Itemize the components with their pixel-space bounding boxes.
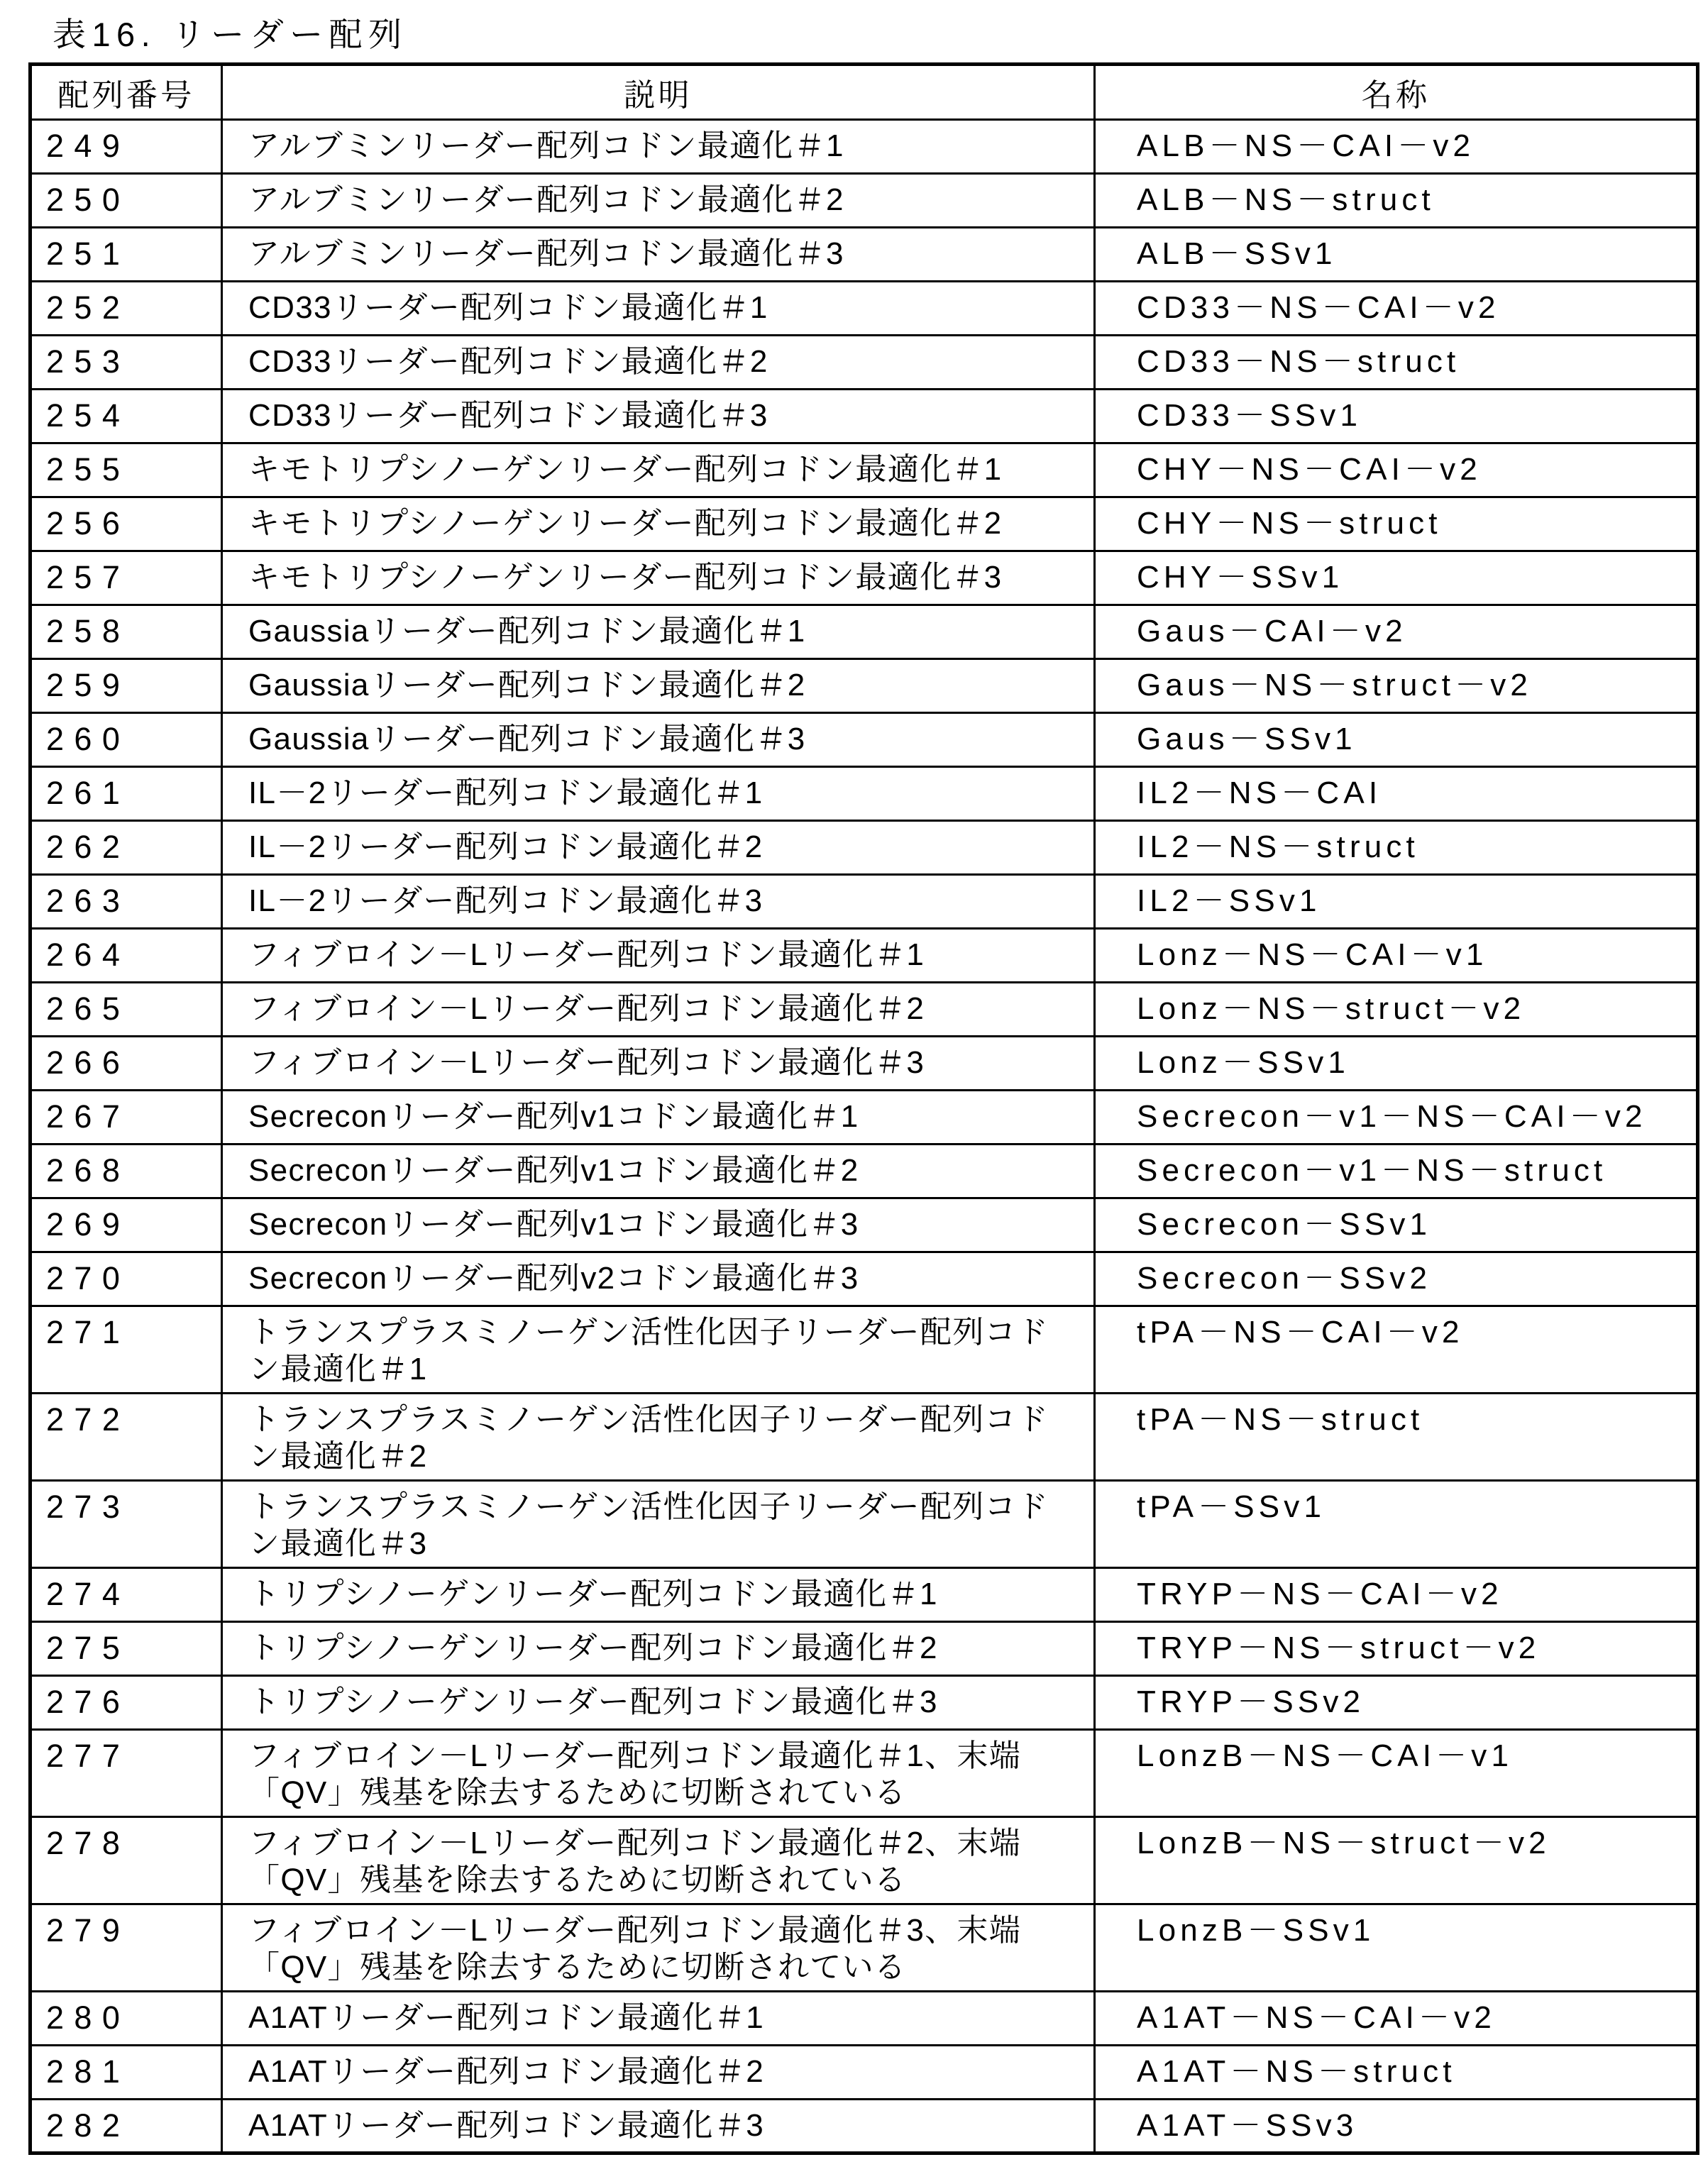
sequence-number-cell: 258 bbox=[31, 605, 222, 659]
table-title: 表16. リーダー配列 bbox=[53, 16, 408, 53]
description-cell: トリプシノーゲンリーダー配列コドン最適化＃3 bbox=[222, 1676, 1095, 1730]
table-row bbox=[31, 1198, 1698, 1252]
table-row bbox=[31, 1730, 1698, 1817]
name-cell: CD33－SSv1 bbox=[1095, 390, 1698, 443]
table-row bbox=[31, 929, 1698, 983]
description-cell: アルブミンリーダー配列コドン最適化＃2 bbox=[222, 174, 1095, 228]
table-row bbox=[31, 1817, 1698, 1904]
name-cell: IL2－SSv1 bbox=[1095, 875, 1698, 929]
sequence-number-cell: 281 bbox=[31, 2046, 222, 2100]
description-cell: IL－2リーダー配列コドン最適化＃2 bbox=[222, 821, 1095, 875]
description-cell: Gaussiaリーダー配列コドン最適化＃2 bbox=[222, 659, 1095, 713]
table-row bbox=[31, 1904, 1698, 1992]
sequence-number-cell: 249 bbox=[31, 120, 222, 174]
leader-sequence-table bbox=[28, 62, 1699, 2155]
name-cell: TRYP－NS－struct－v2 bbox=[1095, 1622, 1698, 1676]
table-row bbox=[31, 2046, 1698, 2100]
sequence-number-cell: 259 bbox=[31, 659, 222, 713]
table-row bbox=[31, 228, 1698, 282]
name-cell: Secrecon－SSv2 bbox=[1095, 1252, 1698, 1306]
description-cell: A1ATリーダー配列コドン最適化＃1 bbox=[222, 1992, 1095, 2046]
name-cell: Gaus－NS－struct－v2 bbox=[1095, 659, 1698, 713]
description-cell: Gaussiaリーダー配列コドン最適化＃1 bbox=[222, 605, 1095, 659]
table-row bbox=[31, 282, 1698, 336]
table-row bbox=[31, 605, 1698, 659]
table-row bbox=[31, 551, 1698, 605]
sequence-number-cell: 266 bbox=[31, 1037, 222, 1091]
table-row bbox=[31, 1394, 1698, 1481]
description-cell: キモトリプシノーゲンリーダー配列コドン最適化＃2 bbox=[222, 497, 1095, 551]
sequence-number-cell: 280 bbox=[31, 1992, 222, 2046]
sequence-number-cell: 257 bbox=[31, 551, 222, 605]
name-cell: Lonz－NS－struct－v2 bbox=[1095, 983, 1698, 1037]
table-row bbox=[31, 443, 1698, 497]
table-row bbox=[31, 767, 1698, 821]
name-cell: CD33－NS－struct bbox=[1095, 336, 1698, 390]
sequence-number-cell: 260 bbox=[31, 713, 222, 767]
name-cell: LonzB－NS－struct－v2 bbox=[1095, 1817, 1698, 1904]
name-cell: ALB－SSv1 bbox=[1095, 228, 1698, 282]
table-row bbox=[31, 1037, 1698, 1091]
table-row bbox=[31, 1306, 1698, 1394]
table-row bbox=[31, 174, 1698, 228]
sequence-number-cell: 252 bbox=[31, 282, 222, 336]
description-cell: A1ATリーダー配列コドン最適化＃2 bbox=[222, 2046, 1095, 2100]
description-cell: CD33リーダー配列コドン最適化＃2 bbox=[222, 336, 1095, 390]
name-cell: CHY－SSv1 bbox=[1095, 551, 1698, 605]
sequence-number-cell: 265 bbox=[31, 983, 222, 1037]
table-row bbox=[31, 875, 1698, 929]
sequence-number-cell: 255 bbox=[31, 443, 222, 497]
name-cell: CD33－NS－CAI－v2 bbox=[1095, 282, 1698, 336]
description-cell: Gaussiaリーダー配列コドン最適化＃3 bbox=[222, 713, 1095, 767]
table-row bbox=[31, 1622, 1698, 1676]
name-cell: IL2－NS－CAI bbox=[1095, 767, 1698, 821]
table-row bbox=[31, 713, 1698, 767]
sequence-number-cell: 270 bbox=[31, 1252, 222, 1306]
column-header-sequence-number: 配列番号 bbox=[31, 65, 222, 120]
sequence-number-cell: 272 bbox=[31, 1394, 222, 1481]
description-cell: Secreconリーダー配列v1コドン最適化＃3 bbox=[222, 1198, 1095, 1252]
description-cell: トリプシノーゲンリーダー配列コドン最適化＃1 bbox=[222, 1568, 1095, 1622]
sequence-number-cell: 251 bbox=[31, 228, 222, 282]
description-cell: トランスプラスミノーゲン活性化因子リーダー配列コドン最適化＃1 bbox=[222, 1306, 1095, 1394]
description-cell: トランスプラスミノーゲン活性化因子リーダー配列コドン最適化＃3 bbox=[222, 1481, 1095, 1568]
name-cell: Gaus－SSv1 bbox=[1095, 713, 1698, 767]
table-row bbox=[31, 120, 1698, 174]
sequence-number-cell: 263 bbox=[31, 875, 222, 929]
description-cell: IL－2リーダー配列コドン最適化＃3 bbox=[222, 875, 1095, 929]
description-cell: フィブロイン－Lリーダー配列コドン最適化＃2、末端「QV」残基を除去するために切断されている bbox=[222, 1817, 1095, 1904]
sequence-number-cell: 282 bbox=[31, 2100, 222, 2153]
name-cell: A1AT－NS－CAI－v2 bbox=[1095, 1992, 1698, 2046]
table-row bbox=[31, 1481, 1698, 1568]
table-row bbox=[31, 1568, 1698, 1622]
name-cell: ALB－NS－struct bbox=[1095, 174, 1698, 228]
description-cell: トランスプラスミノーゲン活性化因子リーダー配列コドン最適化＃2 bbox=[222, 1394, 1095, 1481]
name-cell: LonzB－NS－CAI－v1 bbox=[1095, 1730, 1698, 1817]
description-cell: キモトリプシノーゲンリーダー配列コドン最適化＃1 bbox=[222, 443, 1095, 497]
name-cell: TRYP－NS－CAI－v2 bbox=[1095, 1568, 1698, 1622]
name-cell: A1AT－SSv3 bbox=[1095, 2100, 1698, 2153]
sequence-number-cell: 264 bbox=[31, 929, 222, 983]
sequence-number-cell: 279 bbox=[31, 1904, 222, 1992]
description-cell: フィブロイン－Lリーダー配列コドン最適化＃2 bbox=[222, 983, 1095, 1037]
column-header-name: 名称 bbox=[1095, 65, 1698, 120]
sequence-number-cell: 275 bbox=[31, 1622, 222, 1676]
table-row bbox=[31, 1676, 1698, 1730]
sequence-number-cell: 269 bbox=[31, 1198, 222, 1252]
table-row bbox=[31, 659, 1698, 713]
name-cell: Lonz－SSv1 bbox=[1095, 1037, 1698, 1091]
sequence-number-cell: 271 bbox=[31, 1306, 222, 1394]
table-row bbox=[31, 1145, 1698, 1198]
sequence-number-cell: 253 bbox=[31, 336, 222, 390]
sequence-number-cell: 256 bbox=[31, 497, 222, 551]
name-cell: tPA－NS－struct bbox=[1095, 1394, 1698, 1481]
table-row bbox=[31, 1252, 1698, 1306]
description-cell: A1ATリーダー配列コドン最適化＃3 bbox=[222, 2100, 1095, 2153]
column-header-description: 説明 bbox=[222, 65, 1095, 120]
name-cell: CHY－NS－CAI－v2 bbox=[1095, 443, 1698, 497]
description-cell: トリプシノーゲンリーダー配列コドン最適化＃2 bbox=[222, 1622, 1095, 1676]
sequence-number-cell: 261 bbox=[31, 767, 222, 821]
table-row bbox=[31, 821, 1698, 875]
table-row bbox=[31, 983, 1698, 1037]
name-cell: Secrecon－v1－NS－struct bbox=[1095, 1145, 1698, 1198]
description-cell: Secreconリーダー配列v1コドン最適化＃2 bbox=[222, 1145, 1095, 1198]
description-cell: IL－2リーダー配列コドン最適化＃1 bbox=[222, 767, 1095, 821]
table-body bbox=[31, 120, 1698, 2153]
description-cell: CD33リーダー配列コドン最適化＃3 bbox=[222, 390, 1095, 443]
description-cell: Secreconリーダー配列v2コドン最適化＃3 bbox=[222, 1252, 1095, 1306]
table-row bbox=[31, 1992, 1698, 2046]
sequence-number-cell: 274 bbox=[31, 1568, 222, 1622]
sequence-number-cell: 267 bbox=[31, 1091, 222, 1145]
description-cell: アルブミンリーダー配列コドン最適化＃3 bbox=[222, 228, 1095, 282]
name-cell: TRYP－SSv2 bbox=[1095, 1676, 1698, 1730]
description-cell: キモトリプシノーゲンリーダー配列コドン最適化＃3 bbox=[222, 551, 1095, 605]
table-header bbox=[31, 65, 1698, 120]
table-row bbox=[31, 336, 1698, 390]
sequence-number-cell: 277 bbox=[31, 1730, 222, 1817]
sequence-number-cell: 278 bbox=[31, 1817, 222, 1904]
name-cell: LonzB－SSv1 bbox=[1095, 1904, 1698, 1992]
sequence-number-cell: 268 bbox=[31, 1145, 222, 1198]
name-cell: Secrecon－v1－NS－CAI－v2 bbox=[1095, 1091, 1698, 1145]
name-cell: tPA－NS－CAI－v2 bbox=[1095, 1306, 1698, 1394]
description-cell: フィブロイン－Lリーダー配列コドン最適化＃1 bbox=[222, 929, 1095, 983]
name-cell: IL2－NS－struct bbox=[1095, 821, 1698, 875]
name-cell: tPA－SSv1 bbox=[1095, 1481, 1698, 1568]
header-row bbox=[31, 65, 1698, 120]
table-row bbox=[31, 390, 1698, 443]
name-cell: Secrecon－SSv1 bbox=[1095, 1198, 1698, 1252]
description-cell: フィブロイン－Lリーダー配列コドン最適化＃3 bbox=[222, 1037, 1095, 1091]
sequence-number-cell: 276 bbox=[31, 1676, 222, 1730]
name-cell: Lonz－NS－CAI－v1 bbox=[1095, 929, 1698, 983]
description-cell: アルブミンリーダー配列コドン最適化＃1 bbox=[222, 120, 1095, 174]
name-cell: A1AT－NS－struct bbox=[1095, 2046, 1698, 2100]
sequence-number-cell: 262 bbox=[31, 821, 222, 875]
name-cell: ALB－NS－CAI－v2 bbox=[1095, 120, 1698, 174]
table-row bbox=[31, 2100, 1698, 2153]
sequence-number-cell: 254 bbox=[31, 390, 222, 443]
name-cell: Gaus－CAI－v2 bbox=[1095, 605, 1698, 659]
description-cell: フィブロイン－Lリーダー配列コドン最適化＃3、末端「QV」残基を除去するために切断されている bbox=[222, 1904, 1095, 1992]
table-row bbox=[31, 497, 1698, 551]
name-cell: CHY－NS－struct bbox=[1095, 497, 1698, 551]
sequence-number-cell: 273 bbox=[31, 1481, 222, 1568]
description-cell: フィブロイン－Lリーダー配列コドン最適化＃1、末端「QV」残基を除去するために切断されている bbox=[222, 1730, 1095, 1817]
description-cell: CD33リーダー配列コドン最適化＃1 bbox=[222, 282, 1095, 336]
sequence-number-cell: 250 bbox=[31, 174, 222, 228]
table-row bbox=[31, 1091, 1698, 1145]
description-cell: Secreconリーダー配列v1コドン最適化＃1 bbox=[222, 1091, 1095, 1145]
